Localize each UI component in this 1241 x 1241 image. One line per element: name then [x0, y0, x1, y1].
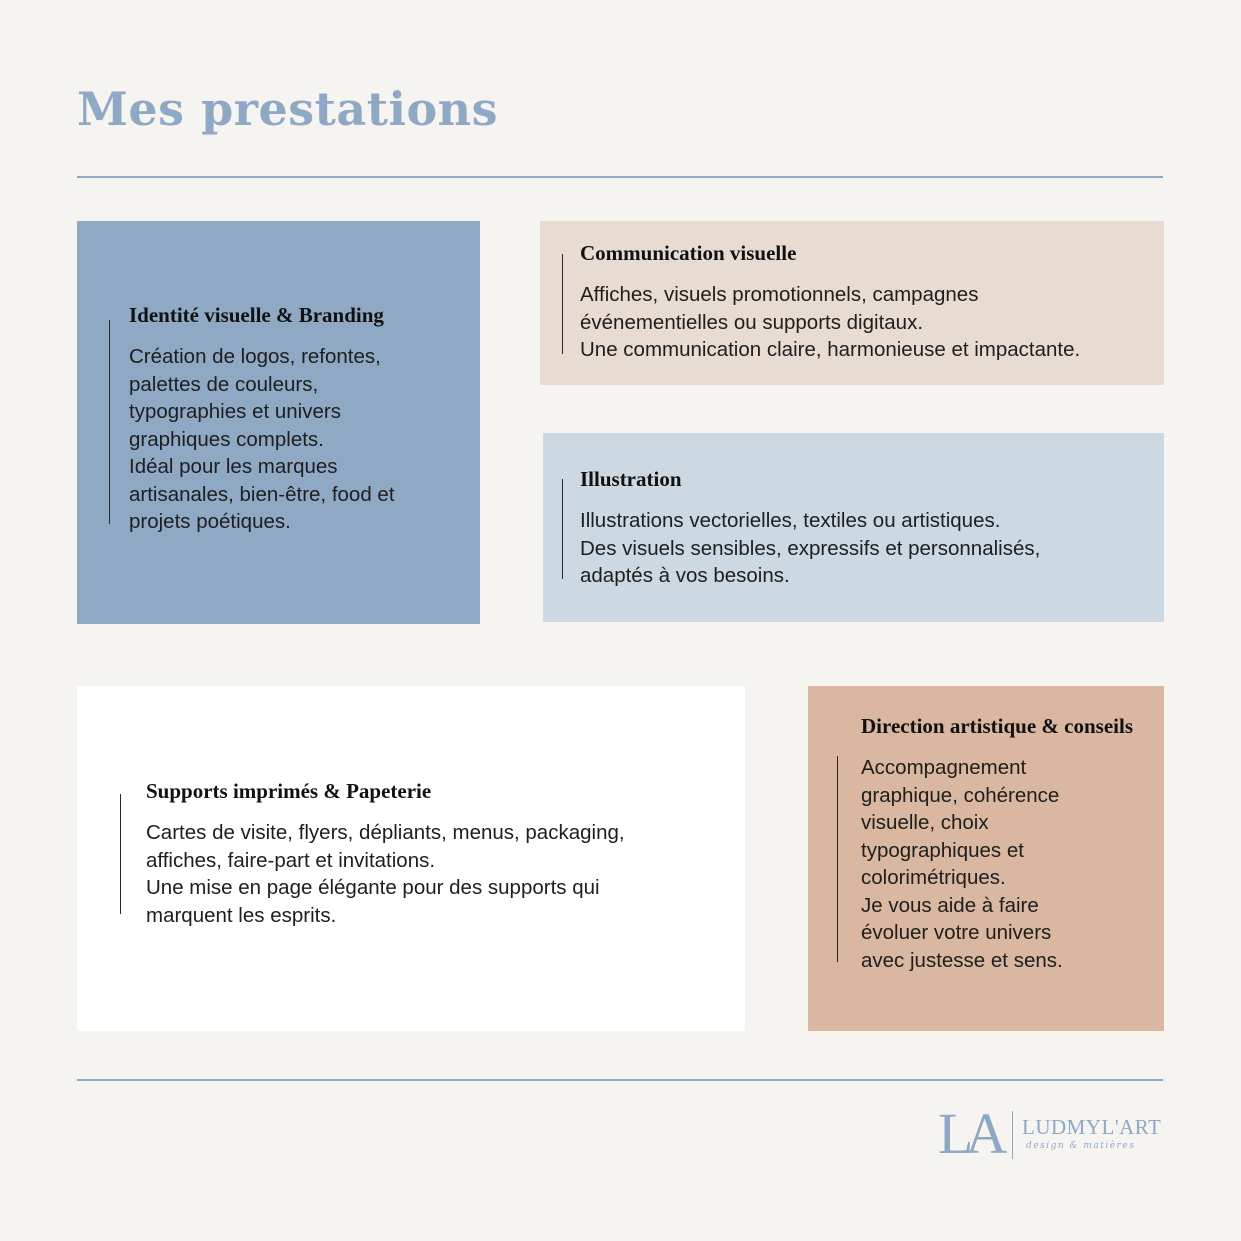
accent-bar: [109, 320, 110, 524]
card-content: [580, 239, 1160, 364]
accent-bar: [837, 756, 838, 962]
service-card-supports: [77, 686, 745, 1031]
service-card-direction: [808, 686, 1164, 1031]
service-title: Supports imprimés & Papeterie: [146, 779, 432, 803]
logo-tagline: design & matières: [1026, 1141, 1136, 1151]
card-content: [146, 777, 726, 929]
service-title: Identité visuelle & Branding: [129, 303, 384, 327]
accent-bar: [120, 794, 121, 914]
service-description: Accompagnement graphique, cohérence visuelle, choix typographiques et colorimétriques. Je vous aide à faire évoluer votre univers avec justesse et sens.: [861, 756, 1063, 972]
accent-bar: [562, 254, 563, 354]
accent-bar: [562, 479, 563, 579]
service-card-identite: [77, 221, 480, 624]
service-title: Illustration: [580, 467, 682, 491]
page-title: Mes prestations: [77, 82, 498, 136]
card-content: [129, 301, 459, 536]
service-description: Illustrations vectorielles, textiles ou artistiques. Des visuels sensibles, expressifs et personnalisés, adaptés à vos besoins.: [580, 509, 1041, 587]
service-title: Direction artistique & conseils: [861, 714, 1133, 738]
top-divider: [77, 176, 1163, 178]
service-description: Création de logos, refontes, palettes de couleurs, typographies et univers graphiques complets. Idéal pour les marques artisanales, bien-être, food et projets poétiques.: [129, 345, 395, 533]
logo-brand-name: LUDMYL'ART: [1022, 1115, 1162, 1139]
bottom-divider: [77, 1079, 1163, 1081]
service-card-communication: [540, 221, 1164, 385]
service-description: Affiches, visuels promotionnels, campagnes événementielles ou supports digitaux. Une communication claire, harmonieuse et impactante.: [580, 283, 1081, 361]
card-content: [861, 712, 1136, 974]
logo-monogram: LA: [938, 1101, 1000, 1166]
brand-logo: [938, 1103, 1168, 1165]
card-content: [580, 465, 1150, 590]
logo-separator: [1012, 1111, 1013, 1159]
service-card-illustration: [543, 433, 1164, 622]
service-title: Communication visuelle: [580, 241, 797, 265]
service-description: Cartes de visite, flyers, dépliants, menus, packaging, affiches, faire-part et invitations. Une mise en page élégante pour des supports qui marquent les esprits.: [146, 821, 625, 927]
